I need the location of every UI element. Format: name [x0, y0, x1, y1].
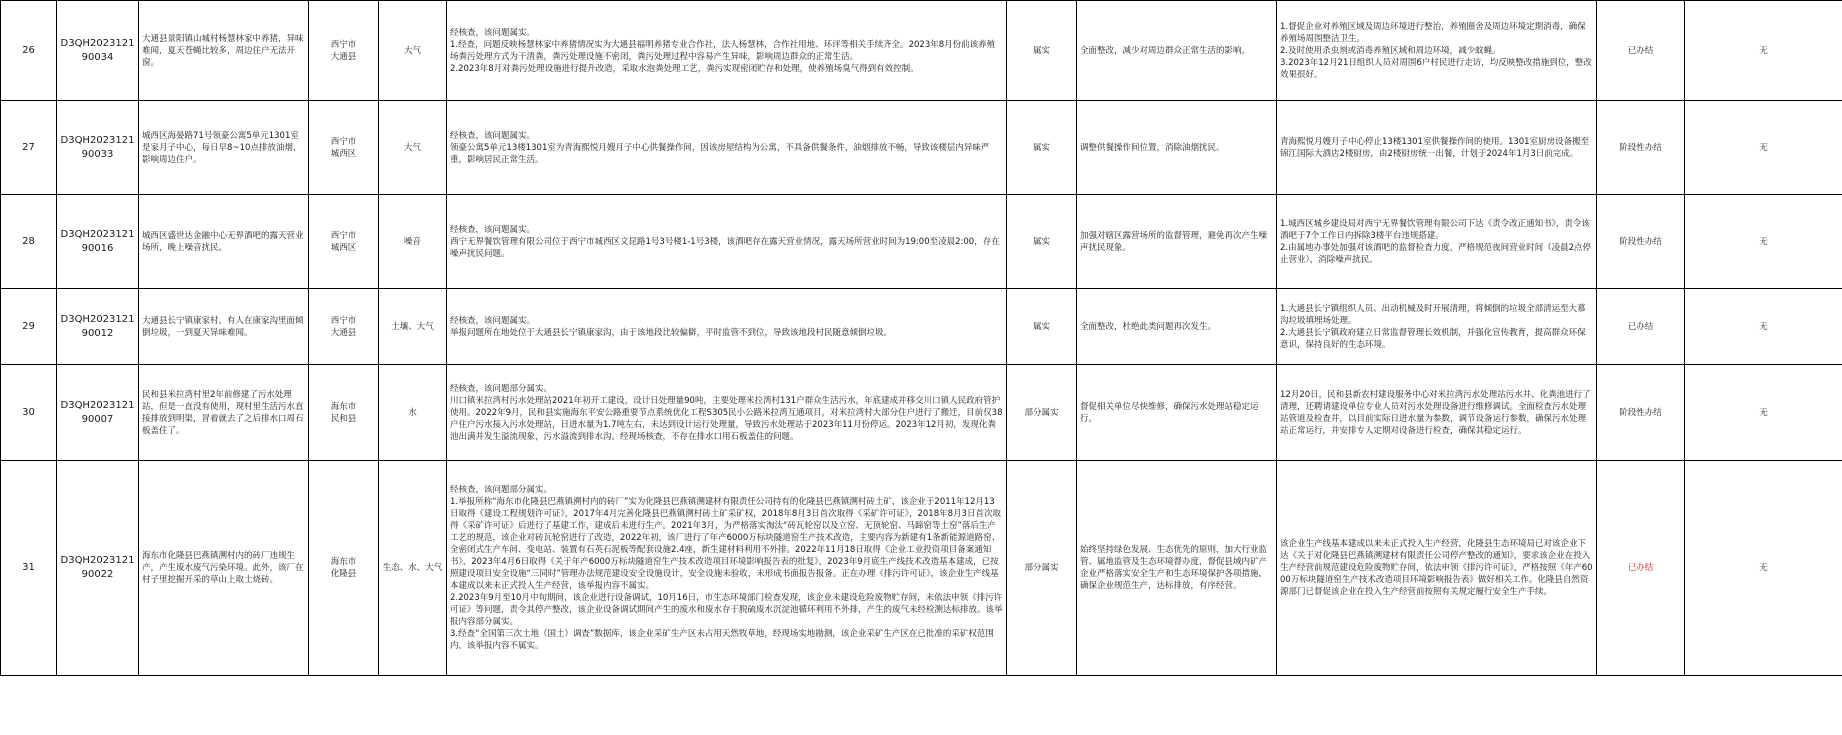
measure-cell[interactable]: 12月20日，民和县新农村建设服务中心对米拉湾污水处理站污水井、化粪池进行了清理，还聘请建设单位专业人员对污水处理设备进行维修调试。全面检查污水处理站管道及检查井，以目前实际日进水量为参数，调节设备运行参数，确保污水处理站正常运行，并安排专人定期对设备进行检查，确保其稳定运行。	[1277, 365, 1597, 461]
status-cell[interactable]: 阶段性办结	[1597, 195, 1685, 289]
result-cell[interactable]: 属实	[1007, 1, 1077, 101]
table-row	[1, 101, 1842, 195]
goal-cell[interactable]: 始终坚持绿色发展、生态优先的原则，加大行业监管、属地监管及生态环境督办度，督促县域内矿产企业严格落实安全生产和生态环境保护各项措施，确保企业规范生产，达标排放，有序经营。	[1077, 461, 1277, 676]
accountable-cell[interactable]: 无	[1685, 365, 1842, 461]
status-cell[interactable]: 已办结	[1597, 1, 1685, 101]
table-row	[1, 1, 1842, 101]
goal-cell[interactable]: 督促相关单位尽快维修，确保污水处理站稳定运行。	[1077, 365, 1277, 461]
type-cell[interactable]: 大气	[379, 1, 447, 101]
county-cell[interactable]: 西宁市 城西区	[309, 101, 379, 195]
status-cell[interactable]: 阶段性办结	[1597, 101, 1685, 195]
type-cell[interactable]: 噪音	[379, 195, 447, 289]
goal-cell[interactable]: 加强对辖区露营场所的监督管理，避免再次产生噪声扰民现象。	[1077, 195, 1277, 289]
county-cell[interactable]: 海东市 民和县	[309, 365, 379, 461]
status-cell[interactable]: 已办结	[1597, 461, 1685, 676]
issue-cell[interactable]: 大通县景阳镇山城村杨慧林家中养猪，异味难闻，夏天苍蝇比较多，周边住户无法开窗。	[139, 1, 309, 101]
goal-cell[interactable]: 调整供餐操作间位置，消除油烟扰民。	[1077, 101, 1277, 195]
type-cell[interactable]: 土壤、大气	[379, 289, 447, 365]
issue-cell[interactable]: 大通县长宁镇康家村，有人在康家沟里面倾倒垃圾，一到夏天异味难闻。	[139, 289, 309, 365]
table-row	[1, 289, 1842, 365]
code-cell[interactable]: D3QH2023121 90012	[57, 289, 139, 365]
code-cell[interactable]: D3QH2023121 90034	[57, 1, 139, 101]
goal-cell[interactable]: 全面整改，减少对周边群众正常生活的影响。	[1077, 1, 1277, 101]
accountable-cell[interactable]: 无	[1685, 195, 1842, 289]
table-row	[1, 461, 1842, 676]
table-row	[1, 365, 1842, 461]
table-row	[1, 195, 1842, 289]
result-cell[interactable]: 属实	[1007, 101, 1077, 195]
result-cell[interactable]: 部分属实	[1007, 461, 1077, 676]
seq-cell[interactable]: 29	[1, 289, 57, 365]
county-cell[interactable]: 西宁市 大通县	[309, 1, 379, 101]
measure-cell[interactable]: 1.督促企业对养殖区域及周边环境进行整治，养殖圈舍及周边环境定期消毒，确保养殖场周围整洁卫生。 2.及时使用杀虫剂或消毒养殖区域和周边环境，减少蚊蝇。 3.2023年12月21日组织人员对周围6户村民进行走访，均反映整改措施到位，整改效果很好。	[1277, 1, 1597, 101]
accountable-cell[interactable]: 无	[1685, 101, 1842, 195]
issue-cell[interactable]: 民和县米拉湾村里2年前修建了污水处理站，但是一直没有使用，现村里生活污水直接排放到明渠，冒着就去了之后排水口周石板盖住了。	[139, 365, 309, 461]
verify-cell[interactable]: 经核查，该问题部分属实。 1.举报所称“海东市化隆县巴燕镇溯村内的砖厂”实为化隆县巴燕镇溯建材有限责任公司持有的化隆县巴燕镇溯村砖土矿，该企业于2011年12月13日取得《建设工程规划许可证》，2017年4月完善化隆县巴燕镇溯村砖土矿采矿权，2018年8月3日首次取得《采矿许可证》，2018年8月3日首次取得《采矿许可证》后进行了基建工作，建成后未进行生产。2021年3月，为严格落实淘汰“砖瓦轮窑以及立窑、无顶轮窑、马蹄窑等土窑”落后生产工艺的规范，该企业对砖瓦轮窑进行了改造，2022年初，该厂进行了年产6000万标块隧道窑生产技术改造，主要内容为新建有1条新能源道路窑、全密闭式生产车间、变电站、装置有石英石泥板等配套设施2.4座，新生建材料利用不外排。2022年11月18日取得《企业工业投资项目备案通知书》，2023年4月6日取得《关于年产6000万标块隧道窑生产技术改造项目环境影响报告表的批复》，2023年9月底生产线技术改造基本建成，已按照建设项目安全设施“三同时”管理办法规范建设安全设施设计，安全设施未验收，未形成书面报告报备。正在办理《排污许可证》，该企业生产线基本建成以来未正式投入生产经营，该举报内容不属实。 2.2023年9月至10月中旬期间，该企业进行设备调试，10月16日，市生态环境部门检查发现，该企业未建设危险废物贮存间，未依法申领《排污许可证》等问题，责令其停产整改，该企业设备调试期间产生的废水和废水存于脱硫废水沉淀池循环利用不外排，产生的废气未经检测达标排放。该举报内容部分属实。 3.经查“全国第三次土地（国土）调查”数据库，该企业采矿生产区未占用天然牧草地，经现场实地勘测，该企业采矿生产区在已批准的采矿权范围内，该举报内容不属实。	[447, 461, 1007, 676]
county-cell[interactable]: 西宁市 大通县	[309, 289, 379, 365]
result-cell[interactable]: 属实	[1007, 289, 1077, 365]
measure-cell[interactable]: 青海熙悦月嫂月子中心停止13楼1301室供餐操作间的使用。1301室厨房设备搬至锦江国际大酒店2楼厨房，由2楼厨房统一出餐，计划于2024年1月3日前完成。	[1277, 101, 1597, 195]
county-cell[interactable]: 西宁市 城西区	[309, 195, 379, 289]
code-cell[interactable]: D3QH2023121 90016	[57, 195, 139, 289]
status-cell[interactable]: 已办结	[1597, 289, 1685, 365]
issue-cell[interactable]: 城西区盛世达金融中心无界酒吧的露天营业场所，晚上噪音扰民。	[139, 195, 309, 289]
table-body	[1, 1, 1842, 676]
seq-cell[interactable]: 26	[1, 1, 57, 101]
issue-cell[interactable]: 城西区海晏路71号领豪公寓5单元1301室是家月子中心，每日早8~10点排放油烟，影响周边住户。	[139, 101, 309, 195]
verify-cell[interactable]: 经核查，该问题属实。 举报问题所在地处位于大通县长宁镇康家沟，由于该地段比较偏僻，平时监管不到位，导致该地段村民随意倾倒垃圾。	[447, 289, 1007, 365]
issue-cell[interactable]: 海东市化隆县巴燕镇溯村内的砖厂违规生产，产生废水废气污染环境。此外，该厂在村子里挖掘开采的草山上取土烧砖。	[139, 461, 309, 676]
seq-cell[interactable]: 27	[1, 101, 57, 195]
status-cell[interactable]: 阶段性办结	[1597, 365, 1685, 461]
result-cell[interactable]: 属实	[1007, 195, 1077, 289]
verify-cell[interactable]: 经核查，该问题属实。 西宁无界餐饮管理有限公司位于西宁市城西区文昆路1号3号楼1-1号3楼，该酒吧存在露天营业情况，露天场所营业时间为19:00至凌晨2:00，存在噪声扰民问题。	[447, 195, 1007, 289]
accountable-cell[interactable]: 无	[1685, 289, 1842, 365]
seq-cell[interactable]: 28	[1, 195, 57, 289]
goal-cell[interactable]: 全面整改，杜绝此类问题再次发生。	[1077, 289, 1277, 365]
type-cell[interactable]: 生态、水、大气	[379, 461, 447, 676]
code-cell[interactable]: D3QH2023121 90022	[57, 461, 139, 676]
county-cell[interactable]: 海东市 化隆县	[309, 461, 379, 676]
measure-cell[interactable]: 1.城西区城乡建设局对西宁无界餐饮管理有限公司下达《责令改正通知书》，责令该酒吧于7个工作日内拆除3楼平台违规搭建。 2.由属地办事处加强对该酒吧的监督检查力度，严格规范夜间营业时间（凌晨2点停止营业），消除噪声扰民。	[1277, 195, 1597, 289]
verify-cell[interactable]: 经核查，该问题部分属实。 川口镇米拉湾村污水处理站2021年初开工建设，设计日处理量90吨，主要处理米拉湾村131户群众生活污水，年底建成并移交川口镇人民政府管护使用。2022年9月，民和县实施海东平安公路重要节点系统优化工程S305民小公路米拉湾互通项目，对米拉湾村大部分住户进行了搬迁，目前仅38户住户污水接入污水处理站，日进水量为1.7吨左右，未达到设计运行处理量，导致污水处理站于2023年11月份停运。2023年12月初，发现化粪池出满并发生溢流现象，污水溢流到排水沟。经现场核查，不存在排水口用石板盖住的问题。	[447, 365, 1007, 461]
seq-cell[interactable]: 30	[1, 365, 57, 461]
measure-cell[interactable]: 1.大通县长宁镇组织人员、出动机械及时开展清理，将倾倒的垃圾全部清运至大慕沟垃圾填埋场处理。 2.大通县长宁镇政府建立日常监督管理长效机制，并强化宣传教育，提高群众环保意识，保持良好的生态环境。	[1277, 289, 1597, 365]
type-cell[interactable]: 水	[379, 365, 447, 461]
type-cell[interactable]: 大气	[379, 101, 447, 195]
verify-cell[interactable]: 经核查，该问题属实。 1.经查，问题反映杨慧林家中养猪情况实为大通县福明养猪专业合作社，法人杨慧林，合作社用地、环评等相关手续齐全。2023年8月份前该养殖场粪污处理方式为干清粪，粪污处理设施不密闭，粪污处理过程中容易产生异味，影响周边群众的正常生活。 2.2023年8月对粪污处理设施进行提升改造，采取水泡粪处理工艺，粪污实现密闭贮存和处理，使养殖场臭气得到有效控制。	[447, 1, 1007, 101]
seq-cell[interactable]: 31	[1, 461, 57, 676]
verify-cell[interactable]: 经核查，该问题属实。 领豪公寓5单元13楼1301室为青海熙悦月嫂月子中心供餐操作间，因该房屋结构为公寓，不具备供餐条件，油烟排放不畅，导致该楼层内异味严重，影响居民正常生活。	[447, 101, 1007, 195]
result-cell[interactable]: 部分属实	[1007, 365, 1077, 461]
accountable-cell[interactable]: 无	[1685, 1, 1842, 101]
accountable-cell[interactable]: 无	[1685, 461, 1842, 676]
code-cell[interactable]: D3QH2023121 90033	[57, 101, 139, 195]
measure-cell[interactable]: 该企业生产线基本建成以来未正式投入生产经营，化隆县生态环境局已对该企业下达《关于对化隆县巴燕镇溯建材有限责任公司停产整改的通知》，要求该企业在投入生产经营前规范建设危险废物贮存间，依法申领《排污许可证》，严格按照《年产6000万标块隧道窑生产技术改造项目环境影响报告表》做好相关工作。化隆县自然资源部门已督促该企业在投入生产经营前按照有关规定履行安全生产手续。	[1277, 461, 1597, 676]
code-cell[interactable]: D3QH2023121 90007	[57, 365, 139, 461]
